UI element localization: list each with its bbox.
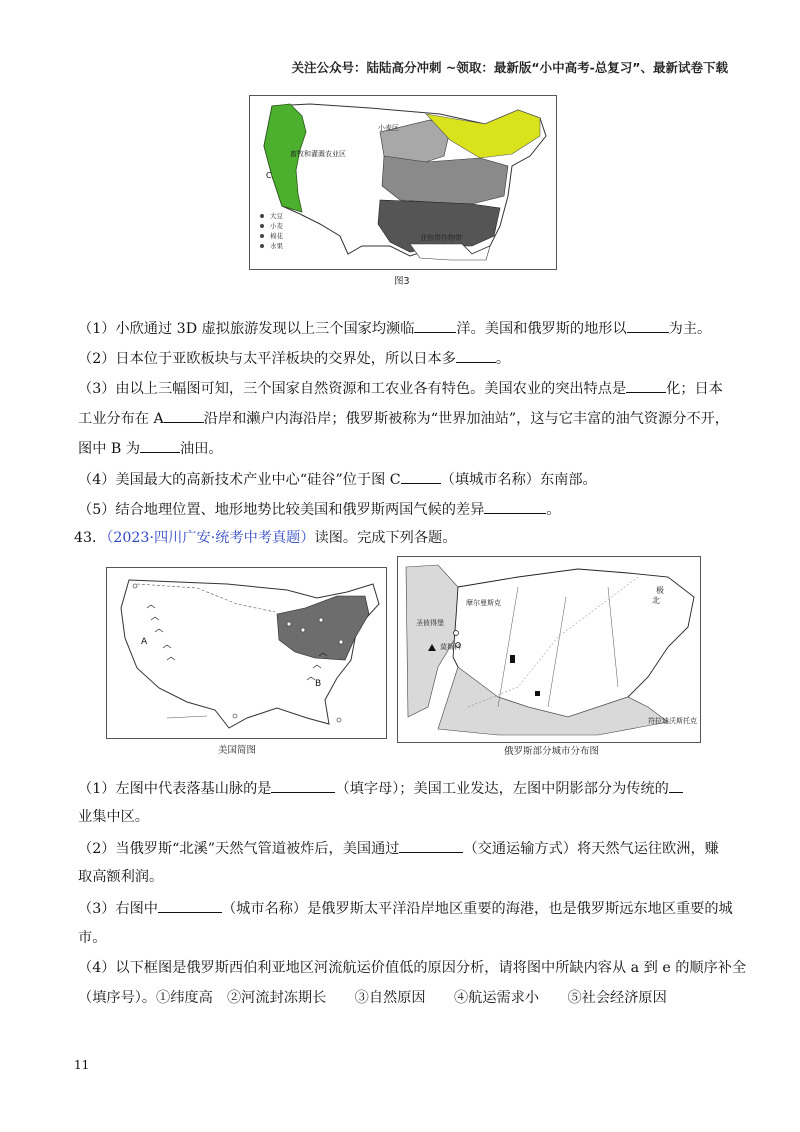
q43-line-4: [78, 867, 738, 887]
russia-cities-map-svg: [398, 557, 700, 742]
map-label-region-cotton: 畜牧和灌溉农业区: [290, 150, 346, 158]
legend-item-1: 大豆: [270, 212, 283, 220]
blank[interactable]: [401, 469, 441, 484]
q43-l2-text: 业集中区。: [78, 809, 149, 825]
map-label-c: C: [266, 171, 272, 180]
legend-item-3: 棉花: [270, 232, 283, 240]
q42-line-2: [78, 348, 738, 369]
us-map-label-a: A: [141, 637, 148, 647]
legend-item-4: 水果: [270, 242, 283, 250]
blank[interactable]: [626, 378, 666, 393]
blank[interactable]: [271, 778, 335, 793]
russia-city-vladivostok: 符拉迪沃斯托克: [648, 717, 697, 725]
q43-number: 43．: [74, 530, 107, 546]
blank[interactable]: [414, 318, 456, 333]
blank[interactable]: [164, 408, 204, 423]
russia-cities-map: [397, 556, 701, 743]
q42-line-1: [78, 318, 738, 339]
q43-l3-post: （交通运输方式）将天然气运往欧洲，赚: [463, 841, 719, 857]
us-map-caption: 美国简图: [218, 745, 257, 756]
q42-l1-mid: 洋。美国和俄罗斯的地形以: [456, 321, 627, 337]
q43-line-1: [78, 778, 738, 799]
q43-l8-text: （填序号）。①纬度高 ②河流封冻期长 ③自然原因 ④航运需求小 ⑤社会经济原因: [78, 990, 667, 1006]
map-label-small-wheat: 小麦区: [378, 124, 399, 132]
q42-l7-pre: （5）结合地理位置、地形地势比较美国和俄罗斯两国气候的差异: [78, 502, 485, 518]
q42-l5-pre: 图中 B 为: [78, 441, 141, 457]
q43-l5-pre: （3）右图中: [78, 901, 158, 917]
q42-l3-post: 化；日本: [666, 381, 723, 397]
figure3-caption: 图3: [394, 276, 410, 287]
q43-l6-text: 市。: [78, 930, 107, 946]
blank[interactable]: [158, 898, 222, 913]
q42-l7-post: 。: [546, 502, 561, 518]
q42-line-5: [78, 438, 738, 459]
q43-source[interactable]: （2023·四川广安·统考中考真题）: [106, 530, 315, 546]
blank[interactable]: [669, 778, 683, 793]
russia-map-label-ji: 极: [656, 586, 664, 595]
q43-l3-pre: （2）当俄罗斯“北溪”天然气管道被炸后，美国通过: [78, 841, 400, 857]
q42-l2-post: 。: [495, 351, 511, 367]
us-simple-map-svg: [107, 568, 386, 738]
russia-city-st-petersburg: 圣彼得堡: [416, 619, 444, 627]
q42-l6-post: （填城市名称）东南部。: [440, 472, 597, 488]
q43-line-8: [78, 988, 738, 1008]
q43-line-7: [78, 958, 747, 978]
blank[interactable]: [627, 318, 669, 333]
q42-l2-pre: （2）日本位于亚欧板块与太平洋板块的交界处，所以日本多: [78, 351, 456, 367]
q42-line-6: [78, 469, 738, 490]
blank[interactable]: [399, 838, 463, 853]
russia-city-moscow: 莫斯科: [440, 643, 461, 651]
q42-l3-pre: （3）由以上三幅图可知，三个国家自然资源和工农业各有特色。美国农业的突出特点是: [78, 381, 627, 397]
legend-item-2: 小麦: [270, 222, 283, 230]
us-simple-map: [106, 567, 387, 739]
q42-l5-post: 油田。: [180, 441, 223, 457]
map-label-subtropical: 亚热带作物带: [420, 234, 462, 242]
q42-l1-post: 为主。: [668, 321, 712, 337]
q43-line-2: [78, 807, 738, 827]
us-map-label-b: B: [315, 679, 322, 689]
q42-line-7: [78, 499, 738, 520]
q42-l6-pre: （4）美国最大的高新技术产业中心“硅谷”位于图 C: [78, 472, 401, 488]
q42-line-4: [78, 408, 738, 429]
russia-map-caption: 俄罗斯部分城市分布图: [504, 746, 600, 757]
us-agriculture-map: [249, 95, 557, 270]
q43-l5-post: （城市名称）是俄罗斯太平洋沿岸地区重要的海港，也是俄罗斯远东地区重要的城: [221, 901, 733, 917]
q43-l4-text: 取高额利润。: [78, 869, 164, 885]
q43-line-5: [78, 898, 738, 919]
q43-line-3: [78, 838, 738, 859]
us-agriculture-map-svg: [250, 96, 556, 269]
q42-l4-post: 沿岸和濑户内海沿岸；俄罗斯被称为“世界加油站”，这与它丰富的油气资源分不开，: [203, 411, 729, 427]
q43-line-6: [78, 928, 738, 948]
q43-heading: [74, 528, 734, 548]
q43-l1-pre: （1）左图中代表落基山脉的是: [78, 781, 272, 797]
q43-intro: 读图。完成下列各题。: [314, 530, 457, 546]
russia-city-murmansk: 摩尔曼斯克: [466, 599, 501, 607]
q43-l1-mid: （填字母）；美国工业发达，左图中阴影部分为传统的: [335, 781, 669, 797]
blank[interactable]: [140, 438, 180, 453]
q42-l4-pre: 工业分布在 A: [78, 411, 164, 427]
blank[interactable]: [484, 499, 546, 514]
q42-l1-pre: （1）小欣通过 3D 虚拟旅游发现以上三个国家均濒临: [78, 321, 415, 337]
russia-map-label-bei: 北: [652, 596, 660, 605]
page-header: 关注公众号：陆陆高分冲刺 ~领取：最新版“小中高考-总复习”、最新试卷下载: [291, 60, 728, 75]
q43-l7-text: （4）以下框图是俄罗斯西伯利亚地区河流航运价值低的原因分析，请将图中所缺内容从 a 到 e 的顺序补全: [78, 960, 747, 976]
q42-line-3: [78, 378, 738, 399]
page-number: 11: [74, 1058, 90, 1072]
blank[interactable]: [456, 348, 496, 363]
